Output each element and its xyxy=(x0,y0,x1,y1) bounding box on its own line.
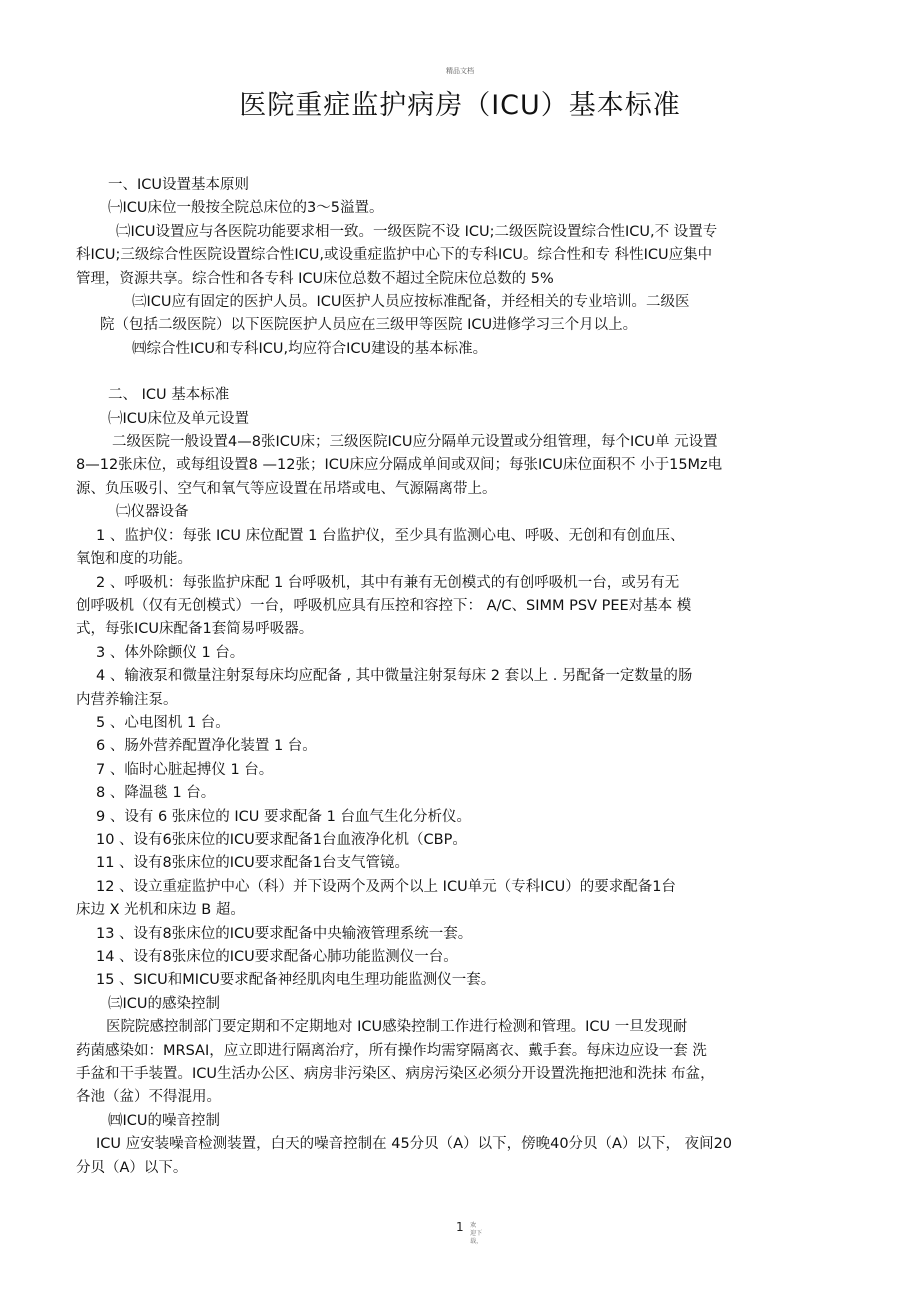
paragraph-line: 源、负压吸引、空气和氧气等应设置在吊塔或电、气源隔离带上。 xyxy=(76,480,497,497)
spacer xyxy=(76,361,850,384)
list-item: 13 、设有8张床位的ICU要求配备中央输液管理系统一套。 xyxy=(96,925,473,942)
list-item-continuation: 内营养输注泵。 xyxy=(76,691,178,708)
subsection-heading: ㈢ICU的感染控制 xyxy=(108,995,221,1012)
paragraph-line: 各池（盆）不得混用。 xyxy=(76,1089,221,1106)
footer-note-line: 载， xyxy=(470,1238,483,1245)
paragraph-line: ㈡ICU设置应与各医院功能要求相一致。一级医院不设 ICU;二级医院设置综合性ICU,不 设置专 xyxy=(116,223,718,240)
list-item: 5 、心电图机 1 台。 xyxy=(96,714,230,731)
paragraph-line: 医院院感控制部门要定期和不定期地对 ICU感染控制工作进行检测和管理。ICU 一旦发现耐 xyxy=(106,1019,688,1036)
list-item: 6 、肠外营养配置净化装置 1 台。 xyxy=(96,738,317,755)
list-item: 12 、设立重症监护中心（科）并下设两个及两个以上 ICU单元（专科ICU）的要求配备1台 xyxy=(96,878,676,895)
paragraph-line: 手盆和干手装置。ICU生活办公区、病房非污染区、病房污染区必须分开设置洗拖把池和洗抹 布盆， xyxy=(76,1066,715,1083)
paragraph-line: 管理，资源共享。综合性和各专科 ICU床位总数不超过全院床位总数的 5% xyxy=(76,270,554,287)
list-item: 15 、SICU和MICU要求配备神经肌肉电生理功能监测仪一套。 xyxy=(96,972,496,989)
list-item: 1 、监护仪：每张 ICU 床位配置 1 台监护仪，至少具有监测心电、呼吸、无创和有创血压、 xyxy=(96,527,685,544)
paragraph-line: 8—12张床位，或每组设置8 —12张；ICU床应分隔成单间或双间；每张ICU床位面积不 小于15Mz电 xyxy=(76,457,723,474)
list-item: 14 、设有8张床位的ICU要求配备心肺功能监测仪一台。 xyxy=(96,949,458,965)
list-item: 10 、设有6张床位的ICU要求配备1台血液净化机（CBP。 xyxy=(96,831,467,848)
paragraph-line: ㈢ICU应有固定的医护人员。ICU医护人员应按标准配备，并经相关的专业培训。二级医 xyxy=(132,294,690,311)
list-item: 4 、输液泵和微量注射泵每床均应配备 , 其中微量注射泵每床 2 套以上 . 另配备一定数量的肠 xyxy=(96,668,693,685)
paragraph-line: ㈣综合性ICU和专科ICU,均应符合ICU建设的基本标准。 xyxy=(132,340,488,357)
list-item: 2 、呼吸机：每张监护床配 1 台呼吸机，其中有兼有无创模式的有创呼吸机一台，或另有无 xyxy=(96,574,680,591)
footer-note-line: 迎下 xyxy=(470,1230,483,1237)
paragraph-line: 科ICU;三级综合性医院设置综合性ICU,或设重症监护中心下的专科ICU。综合性和专 科性ICU应集中 xyxy=(76,247,713,264)
page-number: 1 xyxy=(456,1220,464,1234)
section-2-heading: 二、 ICU 基本标准 xyxy=(108,387,230,404)
list-item-continuation: 床边 X 光机和床边 B 超。 xyxy=(76,902,245,919)
list-item: 3 、体外除颤仪 1 台。 xyxy=(96,644,245,661)
list-item: 11 、设有8张床位的ICU要求配备1台支气管镜。 xyxy=(96,855,410,872)
document-body xyxy=(76,174,850,1180)
paragraph-line: ㈠ICU床位一般按全院总床位的3～5溢置。 xyxy=(108,200,384,217)
section-1-heading: 一、ICU设置基本原则 xyxy=(108,177,250,193)
paragraph-line: 分贝（A）以下。 xyxy=(76,1159,188,1176)
list-item: 7 、临时心脏起搏仪 1 台。 xyxy=(96,761,274,778)
subsection-heading: ㈣ICU的噪音控制 xyxy=(108,1112,221,1129)
list-item-continuation: 氧饱和度的功能。 xyxy=(76,551,192,568)
list-item: 9 、设有 6 张床位的 ICU 要求配备 1 台血气生化分析仪。 xyxy=(96,808,471,825)
subsection-heading: ㈡仪器设备 xyxy=(116,504,189,521)
list-item-continuation: 创呼吸机（仅有无创模式）一台，呼吸机应具有压控和容控下： A/C、SIMM PSV PEE对基本 模 xyxy=(76,597,692,614)
subsection-heading: ㈠ICU床位及单元设置 xyxy=(108,410,250,427)
list-item: 8 、降温毯 1 台。 xyxy=(96,785,216,802)
footer-note-line: 欢 xyxy=(470,1222,477,1229)
page-footer xyxy=(456,1222,482,1246)
paragraph-line: 二级医院一般设置4—8张ICU床；三级医院ICU应分隔单元设置或分组管理，每个ICU单 元设置 xyxy=(112,434,718,451)
footer-note xyxy=(470,1222,482,1246)
header-tag: 精品文档 xyxy=(446,67,474,75)
paragraph-line: 药菌感染如：MRSAI，应立即进行隔离治疗，所有操作均需穿隔离衣、戴手套。每床边应设一套 洗 xyxy=(76,1042,707,1059)
list-item-continuation: 式，每张ICU床配备1套简易呼吸器。 xyxy=(76,621,314,638)
paragraph-line: 院（包括二级医院）以下医院医护人员应在三级甲等医院 ICU进修学习三个月以上。 xyxy=(100,317,638,334)
paragraph-line: ICU 应安装噪音检测装置，白天的噪音控制在 45分贝（A）以下，傍晚40分贝（A）以下， 夜间20 xyxy=(96,1136,733,1153)
page-title: 医院重症监护病房（ICU）基本标准 xyxy=(239,90,681,121)
